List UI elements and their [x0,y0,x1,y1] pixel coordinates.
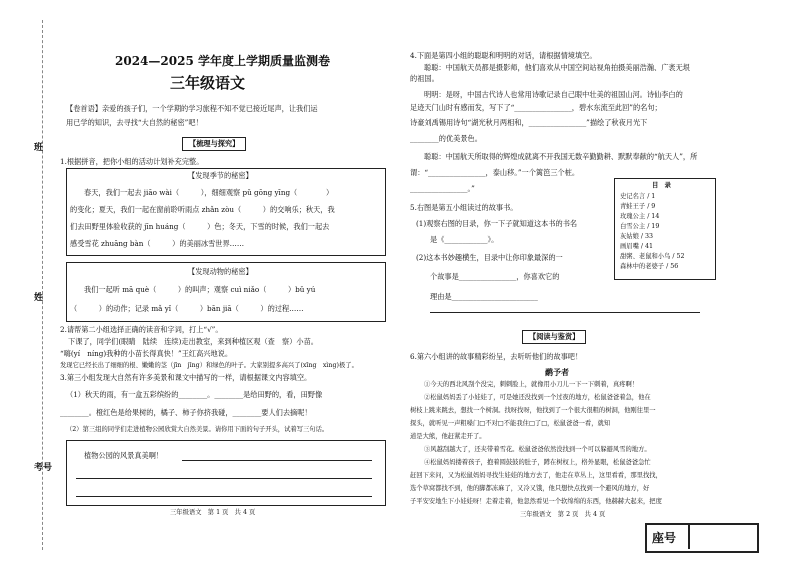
question-4-line-5: 足迹天门山时有感而发，写下了“________________，碧水东流至此回”的名句； [410,103,662,112]
intro-line-1: 【卷首语】亲爱的孩子们，一个学期的学习旅程不知不觉已接近尾声，让我们运 [66,104,318,113]
question-4-line-3: 的祖国。 [410,74,439,83]
animal-box-title: 【发现动物的秘密】 [188,267,253,276]
question-4-line-9: 谓：“________________，泰山移。”一个篱笆三个桩。 [410,168,580,177]
question-4-line-10: ________________。” [410,184,475,193]
question-5-1b: 是《____________》。 [430,235,499,244]
question-4-line-8: 聪聪：中国航天所取得的辉煌成就离不开我国无数辛勤勤耕、默默奉献的“航天人”，所 [424,152,698,161]
question-4-line-6: 诗豪刘禹锡用诗句“湖光秋月两相和，________________”描绘了秋夜月光下 [410,118,648,127]
question-5: 5.右图是第五小组读过的故事书。 [410,203,518,212]
story-para: 探头，就听见一声粗嗓门□不对□不能我住□了□，松鼠爸爸一看，就知 [410,420,611,427]
toc-item: 森林中的老婆子 / 56 [620,263,679,270]
toc-item: 甜粥、老鼠和小鸟 / 52 [620,253,685,260]
margin-id-label: 考号 [34,463,53,473]
question-2: 2.请帮第二小组选择正确的读音和字词，打上“√”。 [60,325,223,334]
story-title: 鹬予者 [545,367,569,377]
seat-number-label: 座号 [652,531,677,545]
story-para: 选个草窝都找不到，他的脚都冻麻了，又冷又饿，他只想快点找到一个避风的地方，好 [410,485,650,492]
question-2-line-3: “嗨(yí níng)我种的小苗长得真快！”王红高兴地说。 [60,349,233,358]
writing-prompt: 植物公园的风景真美啊！ [84,451,164,460]
section-heading-explore: 【梳理与探究】 [182,137,246,151]
margin-class-label: 班 [34,143,44,153]
question-4-line-7: ________的优美景色。 [410,134,482,143]
story-para: 子平安安地生下小娃娃呀！走着走着，他忽然看见一个软绵绵的东西，他赫赫大起来，把度 [410,498,662,505]
story-para: 赶回下来问，又为松鼠妈妈寻找生娃娃的地方去了，他走在草丛上，这里看看，那里找找， [410,472,662,479]
section-heading-reading: 【阅读与鉴赏】 [522,330,586,344]
question-5-2: (2)这本书妙趣横生，目录中让你印象最深的一 [416,253,563,262]
question-3-2: （2）第三组的同学们走进植物公园欣赏大自然美景。请你用下面的句子开头，试着写三句话。 [66,426,329,433]
animal-line-2: （ ）的动作；记录 mǎ yǐ（ ）bān jiā（ ）的过程…… [70,304,304,313]
story-para: 树枝上跳来跳去，想找一个树洞。找呀找呀，他找到了一个很大很粗的树洞，他刚往里一 [410,407,656,414]
season-line-3: 们去田野里体验收获的 jīn huáng（ ）色；冬天，下雪的时候，我们一起去 [70,222,330,231]
question-1: 1.根据拼音，把你小组的活动计划补充完整。 [60,157,204,166]
toc-title: 目 录 [652,182,671,189]
story-para: ②松鼠妈妈丢了小娃娃了，可是她还没找到一个过夜的地方，松鼠爸爸着急，他在 [424,394,651,401]
question-4-line-4: 明明：是呀，中国古代诗人也常用诗歌记录自己眼中壮美的祖国山河。诗仙李白的 [424,90,683,99]
question-5-2b: 个故事是________________，你喜欢它的 [430,272,560,281]
writing-line-1 [182,460,372,461]
toc-item: 青蛙王子 / 9 [620,203,656,210]
question-3-1: （1）秋天的雨，有一盒五彩缤纷的________。________是给田野的，看，田野像 [66,390,323,399]
page-1-footer: 三年级语文 第 1 页 共 4 页 [170,509,256,516]
question-4-line-2: 聪聪：中国航天员都是摄影师，他们喜欢从中国空间站视角拍摄美丽浩瀚、广袤无垠 [424,63,690,72]
season-line-2: 的变化；夏天，我们一起在窗前聆听雨点 zhǎn zòu（ ）的交响乐；秋天，我 [70,205,335,214]
toc-item: 史记名言 / 1 [620,193,656,200]
question-3: 3.第三小组发现大自然有许多美景和课文中描写的一样，请根据课文内容填空。 [60,373,312,382]
question-6: 6.第六小组讲的故事精彩纷呈，去听听他们的故事吧！ [410,352,583,361]
writing-line-3 [76,496,372,497]
seat-box-divider [688,523,690,549]
question-5-2c: 理由是________________________ [430,292,538,301]
exam-title: 2024—2025 学年度上学期质量监测卷 [115,54,330,68]
season-line-4: 感受雪花 zhuāng bàn（ ）的美丽冰雪世界…… [70,239,245,248]
margin-name-label: 姓 [34,293,44,303]
toc-item: 玫瑰公主 / 14 [620,213,660,220]
story-para: ④松鼠妈妈搂着孩子，抱着圆鼓鼓的肚子，蹲在树杈上，格外显眼，松鼠爸爸急忙 [424,459,651,466]
story-para: ①今天的西北风刮个没完，刺刺脸上，就像用小刀儿一下一下刺着，真疼啊！ [424,381,639,388]
toc-item: 白雪公主 / 19 [620,223,660,230]
story-para: 道是大熊，他赶紧走开了。 [410,433,486,440]
page-2-footer: 三年级语文 第 2 页 共 4 页 [520,511,606,518]
season-box-title: 【发现季节的秘密】 [188,171,253,180]
season-line-1: 春天，我们一起去 jiāo wài（ ），细细观察 pǔ gōng yīng（ ） [84,188,334,197]
writing-line-2 [76,478,372,479]
toc-item: 灰姑娘 / 33 [620,233,654,240]
story-para: ③风越刮越大了，还夹带着雪花。松鼠爸爸依然没找到一个可以躲避风雪的地方。 [424,446,651,453]
question-2-line-2: 下课了，同学们(眼睛 陆续 连续)走出教室，来到种植区观（查 察）小苗。 [68,337,318,346]
question-3-1b: ________。橙红色是给果树的，橘子、柿子你挤我碰，________要人们去摘呢！ [60,408,312,417]
toc-item: 画眉嘴 / 41 [620,243,654,250]
exam-subject: 三年级语文 [170,74,246,92]
animal-line-1: 我们一起听 mā què（ ）的叫声；观察 cuì niǎo（ ）bǔ yú [84,285,316,294]
question-2-line-4: 发现它已经长出了细细的根、嫩嫩的茎（jīn jīng）和绿色的叶子。大家别提多高兴了(xīng xìng)极了。 [60,362,358,369]
question-5-1: (1)观察右图的目录，你一下子就知道这本书的书名 [416,219,578,228]
intro-line-2: 用已学的知识，去寻找“大自然的秘密”吧！ [66,118,203,127]
answer-line [430,312,700,313]
question-4: 4.下面是第四小组的聪聪和明明的对话，请根据情境填空。 [410,51,597,60]
